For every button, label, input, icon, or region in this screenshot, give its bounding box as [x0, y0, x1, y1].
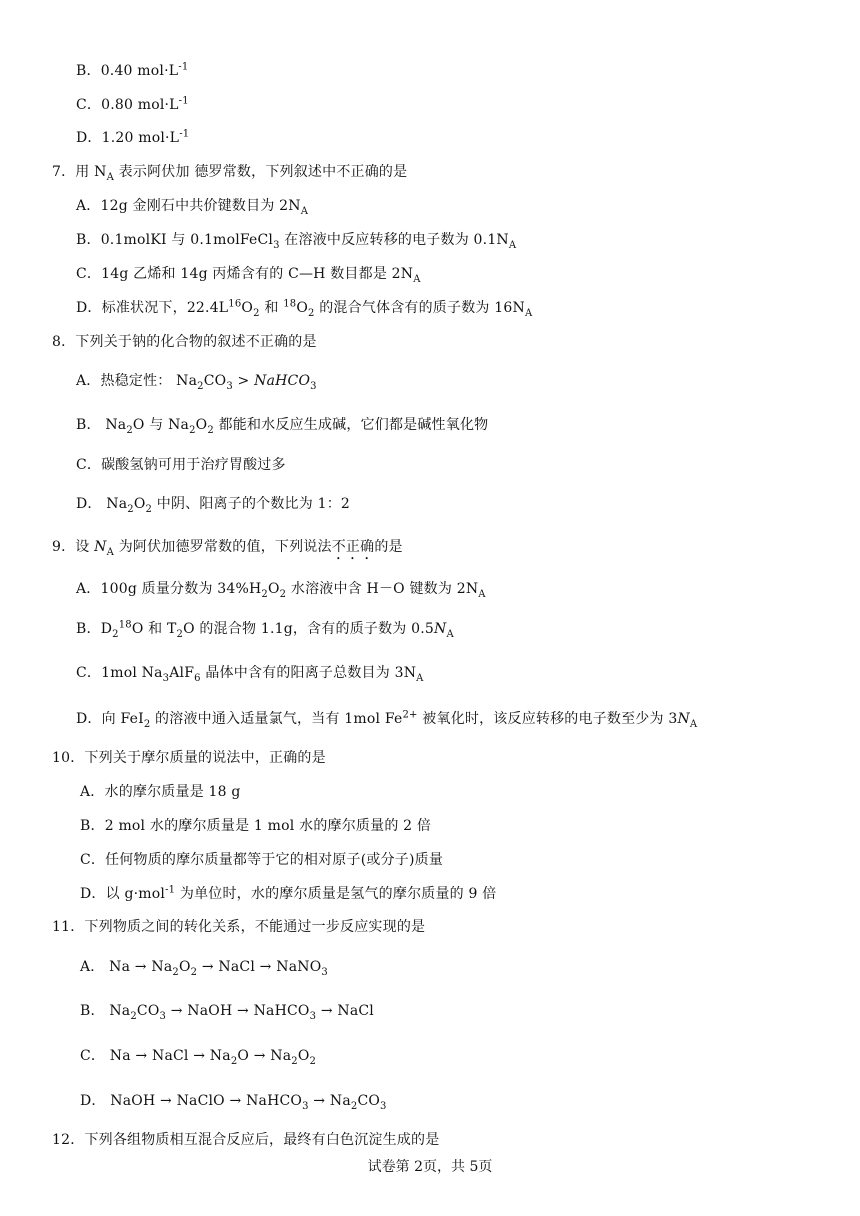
q6-option-b: B．0.40 $mol\cdot L^{-1}$ [76, 61, 189, 79]
q11-option-a: A． $Na \to Na_2O_2$ → NaCl → NaNO$_3$ [80, 959, 328, 978]
q11-stem: 11．下列物质之间的转化关系，不能通过一步反应实现的是 [52, 919, 426, 935]
q8-option-c: C．碳酸氢钠可用于治疗胃酸过多 [76, 457, 286, 473]
q7-option-d: D．标准状况下，$22.4L^{16}O_2$ 和 $^{18}O_2$ 的混合气体含有的质子数为 $16N_A$ [76, 298, 533, 319]
q6-option-d: D．1.20 $mol\cdot L^{-1}$ [76, 128, 190, 146]
q10-option-c: C．任何物质的摩尔质量都等于它的相对原子(或分子)质量 [80, 852, 444, 868]
q9-option-d: D．向 FeI$_2$ 的溶液中通入适量氯气，当有 1mol $Fe^{2+}$ 被氧化时，该反应转移的电子数至少为 $3N_A$ [76, 709, 698, 730]
q10-option-b: B．2 mol 水的摩尔质量是 1 mol 水的摩尔质量的 2 倍 [80, 818, 432, 834]
q11-option-c: C． Na → NaCl → $Na_2O \to Na_2O_2$ [80, 1048, 317, 1067]
page-footer: 试卷第 2页，共 5页 [367, 1159, 493, 1175]
q9-option-c: C．1mol $Na_3AlF_6$ 晶体中含有的阳离子总数目为 $3N_A$ [76, 665, 424, 684]
q9-option-a: A．100g 质量分数为 $34\%H_2O_2$ 水溶液中含 H－O 键数为 $2N_A$ [76, 581, 486, 600]
q7-option-a: A．12g 金刚石中共价键数目为 $2N_A$ [76, 198, 309, 217]
q8-option-b: B． $Na_2O$ 与 $Na_2O_2$ 都能和水反应生成碱，它们都是碱性氧化物 [76, 417, 489, 436]
q11-option-d: D． NaOH → NaClO → NaHCO$_3$ → $Na_2CO_3$ [80, 1093, 387, 1112]
q12-stem: 12．下列各组物质相互混合反应后，最终有白色沉淀生成的是 [52, 1132, 440, 1148]
q7-option-b: B．0.1molKI 与 0.1molFeCl$_3$ 在溶液中反应转移的电子数为 $0.1N_A$ [76, 232, 517, 251]
q8-stem: 8．下列关于钠的化合物的叙述不正确的是 [52, 334, 317, 350]
q11-option-b: B． $Na_2CO_3$ → NaOH → NaHCO$_3$ → NaCl [80, 1003, 374, 1022]
q8-option-a: A．热稳定性： $Na_2CO_3$ > NaHCO$_3$ [76, 373, 317, 392]
q9-option-b: B．$D_2^{18}O$ 和 $T_2O$ 的混合物 1.1g，含有的质子数为 $0.5N_A$ [76, 619, 454, 640]
q6-option-c: C．0.80 $mol\cdot L^{-1}$ [76, 95, 189, 113]
q10-option-d: D．以 g·mol$^{-1}$ 为单位时，水的摩尔质量是氢气的摩尔质量的 9 倍 [80, 884, 497, 902]
q7-option-c: C．14g 乙烯和 14g 丙烯含有的 C—H 数目都是 $2N_A$ [76, 266, 421, 285]
q8-option-d: D． $Na_2O_2$ 中阴、阳离子的个数比为 1：2 [76, 496, 351, 515]
q7-stem: 7．用 $N_A$ 表示阿伏加 德罗常数，下列叙述中不正确的是 [52, 164, 408, 183]
q9-stem: 9．设 $N_A$ 为阿伏加德罗常数的值，下列说法不正确的是 [52, 539, 403, 558]
q10-option-a: A．水的摩尔质量是 18 g [80, 784, 241, 800]
q10-stem: 10．下列关于摩尔质量的说法中，正确的是 [52, 750, 326, 766]
